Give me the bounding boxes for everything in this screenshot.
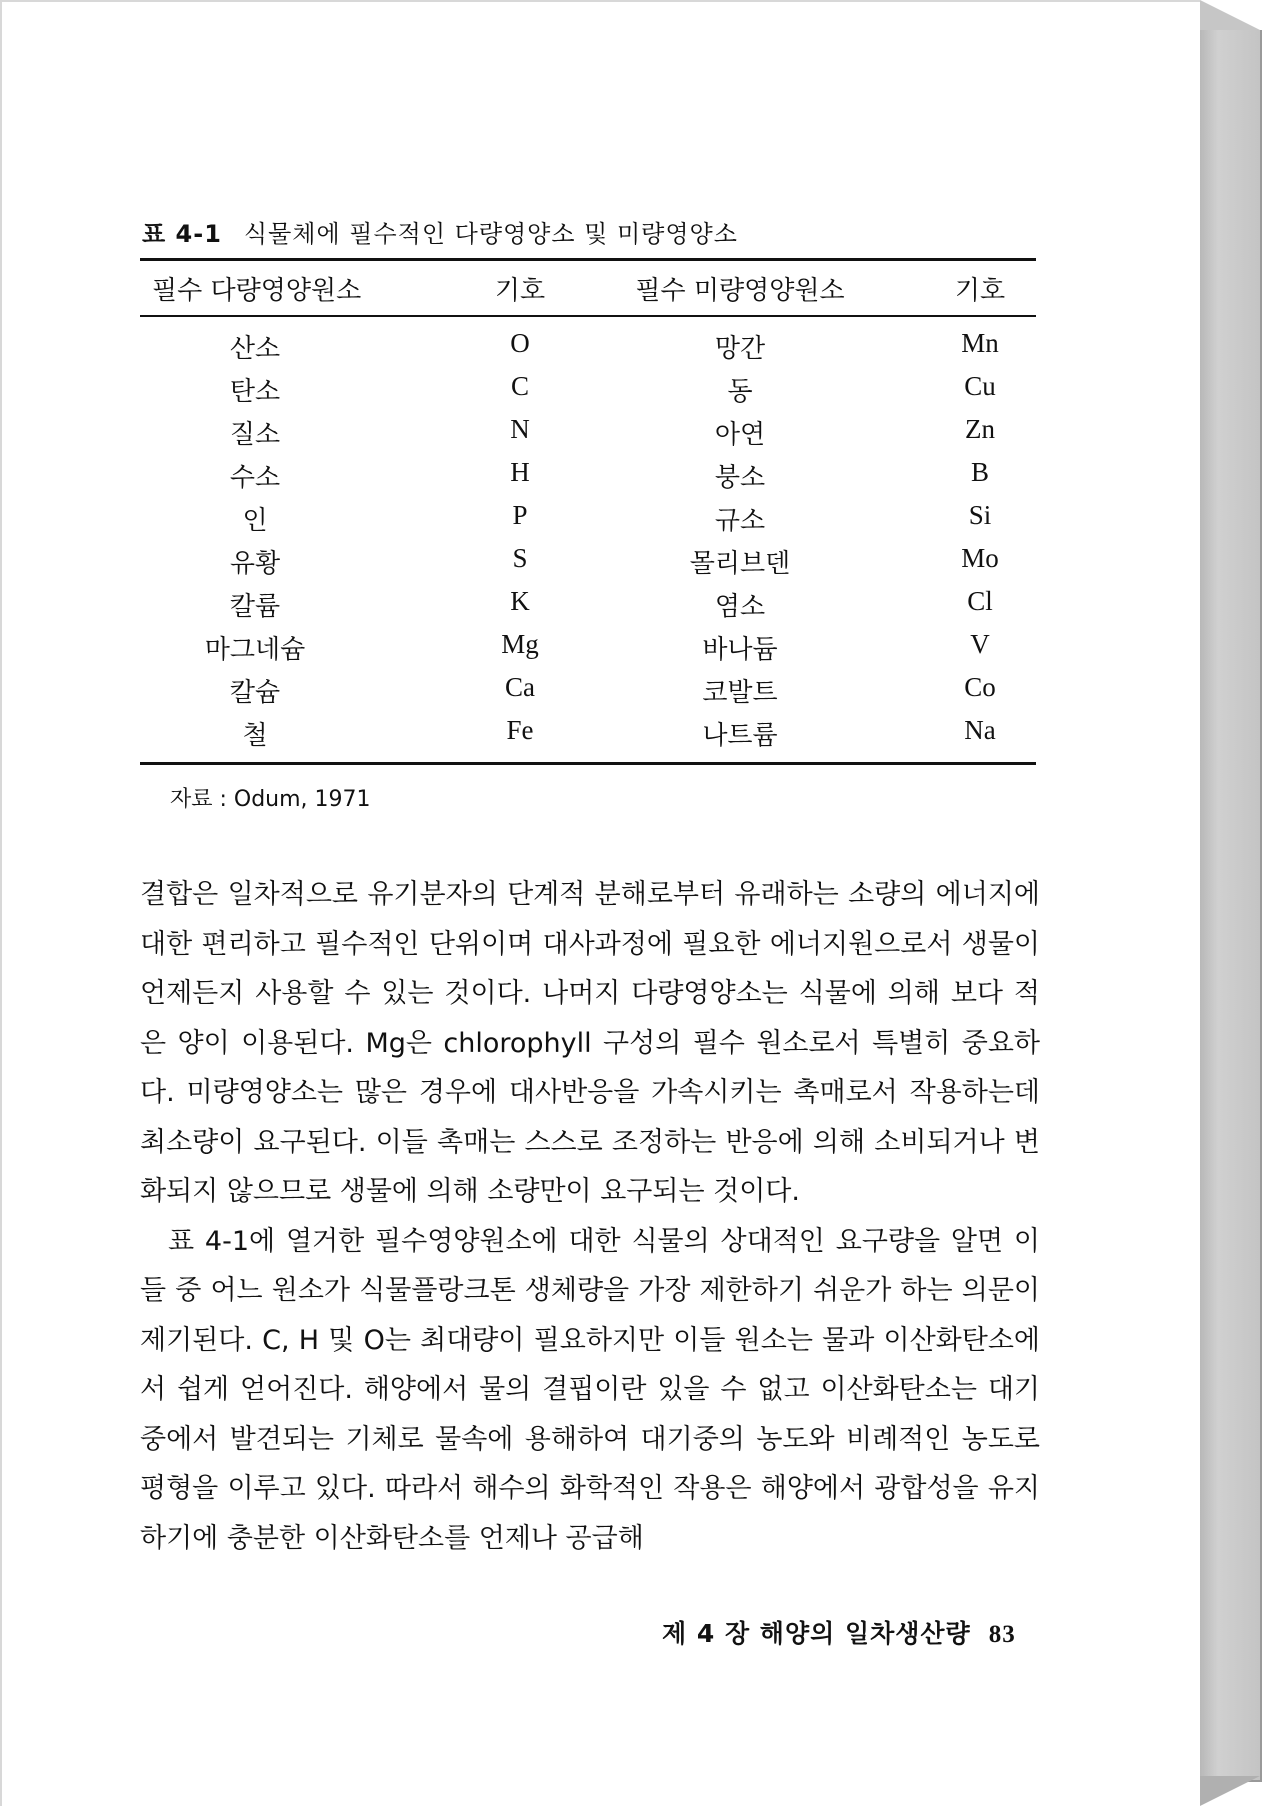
running-footer (662, 1614, 1016, 1650)
cell-micro-symbol: Si (968, 500, 992, 530)
cell-macro-element: 탄소 (229, 377, 281, 407)
table-row (140, 414, 1036, 457)
table-top-rule (140, 258, 1036, 261)
table-caption (142, 214, 738, 249)
table-row (140, 543, 1036, 586)
cell-micro-symbol: Mn (961, 328, 999, 358)
table-row (140, 629, 1036, 672)
cell-micro-symbol: Cu (964, 371, 996, 401)
cell-macro-symbol: K (510, 586, 530, 616)
cell-macro-element: 수소 (229, 463, 281, 493)
cell-macro-symbol: Fe (506, 715, 534, 745)
cell-macro-element: 인 (242, 506, 268, 536)
cell-micro-element: 바나듐 (702, 635, 778, 665)
table-row (140, 371, 1036, 414)
cell-micro-element: 규소 (714, 506, 766, 536)
cell-micro-symbol: Na (964, 715, 996, 745)
cell-micro-element: 망간 (714, 334, 766, 364)
cell-micro-element: 나트륨 (702, 721, 778, 751)
cell-micro-element: 염소 (714, 592, 766, 622)
cell-macro-symbol: N (510, 414, 530, 444)
page-stack-edge-bottom (1200, 1776, 1260, 1806)
table-row (140, 715, 1036, 758)
body-text (140, 870, 1040, 1563)
header-macro-element: 필수 다량영양원소 (152, 276, 362, 306)
cell-macro-symbol: S (512, 543, 528, 573)
cell-macro-symbol: C (510, 371, 529, 401)
paragraph: 결합은 일차적으로 유기분자의 단계적 분해로부터 유래하는 소량의 에너지에 대한 편리하고 필수적인 단위이며 대사과정에 필요한 에너지원으로서 생물이 언제든지 사용할 수 있는 것이다. 나머지 다량영양소는 식물에 의해 보다 적은 양이 이용된다. Mg은 chlorophyll 구성의 필수 원소로서 특별히 중요하다. 미량영양소는 많은 경우에 대사반응을 가속시키는 촉매로서 작용하는데 최소량이 요구된다. 이들 촉매는 스스로 조정하는 반응에 의해 소비되거나 변화되지 않으므로 생물에 의해 소량만이 요구되는 것이다. (140, 879, 1040, 1207)
table-row (140, 672, 1036, 715)
table-title: 식물체에 필수적인 다량영양소 및 미량영양소 (243, 220, 738, 248)
cell-micro-element: 몰리브덴 (689, 549, 791, 579)
cell-micro-element: 코발트 (702, 678, 778, 708)
cell-micro-symbol: Mo (961, 543, 999, 573)
cell-macro-element: 산소 (229, 334, 281, 364)
cell-macro-symbol: H (510, 457, 530, 487)
table-header (140, 270, 1036, 310)
cell-micro-element: 붕소 (714, 463, 766, 493)
cell-macro-element: 마그네슘 (204, 635, 306, 665)
header-macro-symbol: 기호 (494, 276, 546, 306)
table-row (140, 328, 1036, 371)
table-body (140, 328, 1036, 758)
table-number: 표 4-1 (142, 220, 222, 248)
page-stack-edge (1200, 30, 1262, 1782)
cell-macro-symbol: Ca (505, 672, 535, 702)
table-source: 자료 : Odum, 1971 (170, 787, 371, 812)
cell-macro-element: 철 (242, 721, 268, 751)
cell-macro-symbol: Mg (501, 629, 539, 659)
cell-macro-element: 칼륨 (229, 592, 281, 622)
table-row (140, 457, 1036, 500)
chapter-title: 제 4 장 해양의 일차생산량 (662, 1619, 971, 1648)
cell-macro-element: 유황 (229, 549, 281, 579)
cell-micro-symbol: Zn (965, 414, 995, 444)
page-number: 83 (988, 1621, 1016, 1648)
table-row (140, 500, 1036, 543)
cell-macro-symbol: O (510, 328, 530, 358)
cell-micro-symbol: Cl (967, 586, 993, 616)
cell-micro-symbol: V (970, 629, 990, 659)
cell-macro-element: 칼슘 (229, 678, 281, 708)
table-bottom-rule (140, 762, 1036, 765)
paragraph: 표 4-1에 열거한 필수영양원소에 대한 식물의 상대적인 요구량을 알면 이들 중 어느 원소가 식물플랑크톤 생체량을 가장 제한하기 쉬운가 하는 의문이 제기된다. C, H 및 O는 최대량이 필요하지만 이들 원소는 물과 이산화탄소에서 쉽게 얻어진다. 해양에서 물의 결핍이란 있을 수 없고 이산화탄소는 대기중에서 발견되는 기체로 물속에 용해하여 대기중의 농도와 비례적인 농도로 평형을 이루고 있다. 따라서 해수의 화학적인 작용은 해양에서 광합성을 유지하기에 충분한 이산화탄소를 언제나 공급해 (140, 1225, 1040, 1554)
cell-macro-element: 질소 (229, 420, 281, 450)
cell-macro-symbol: P (512, 500, 528, 530)
page-stack-edge-top (1200, 0, 1260, 30)
table-row (140, 586, 1036, 629)
cell-micro-element: 아연 (714, 420, 766, 450)
cell-micro-symbol: B (970, 457, 989, 487)
cell-micro-symbol: Co (964, 672, 996, 702)
header-micro-symbol: 기호 (954, 276, 1006, 306)
header-micro-element: 필수 미량영양원소 (635, 276, 845, 306)
cell-micro-element: 동 (727, 377, 753, 407)
table-header-rule (140, 315, 1036, 317)
